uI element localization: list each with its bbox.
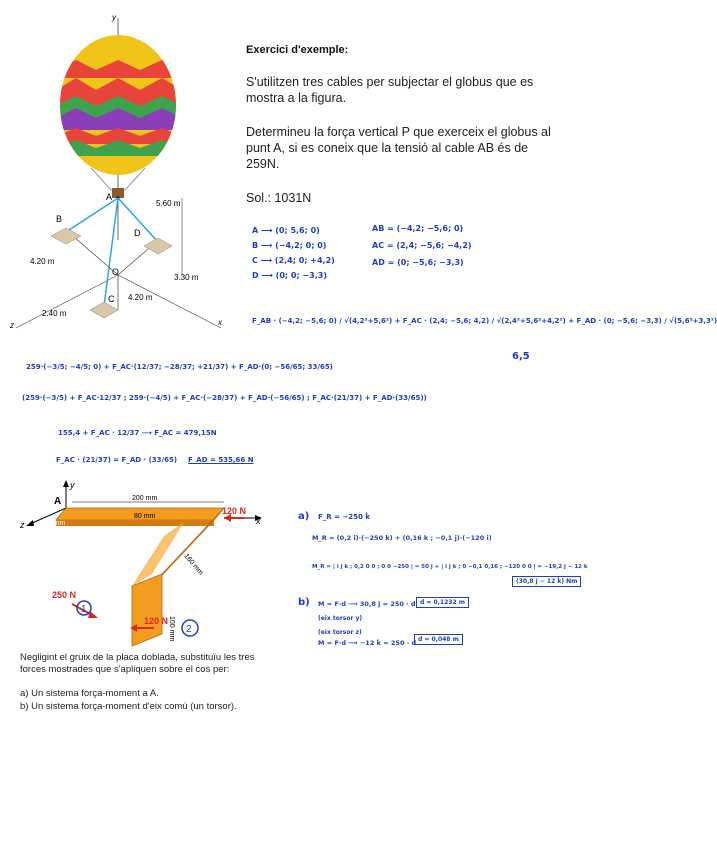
- anchor-d: [144, 238, 172, 254]
- hw2-b-box1: d = 0,1232 m: [416, 597, 469, 608]
- dim-160: 160 mm: [182, 552, 205, 577]
- hw2-a-line2: M_R = (0,2 i)·(−250 k) + (0,16 k ; −0,1 j)·(−120 i): [312, 534, 492, 542]
- anchor-b: [51, 228, 81, 244]
- exercise2-item-a: a) Un sistema força-moment a A.: [20, 688, 159, 699]
- hw2-a-result: (30,8 ĵ − 12 k̂) Nm: [512, 576, 581, 587]
- statement-1: S'utilitzen tres cables per subjectar el globus que es mostra a la figura.: [246, 75, 534, 105]
- hw-vector-ab: AB = (−4,2; −5,6; 0): [372, 224, 464, 233]
- plate-figure: [14, 478, 276, 650]
- point-a-label: A: [106, 192, 113, 202]
- axis-y-label: y: [112, 13, 116, 22]
- dim-3-30: 3.30 m: [174, 273, 199, 282]
- plate-vertical: [132, 574, 162, 646]
- circle-1-label: 1: [81, 604, 87, 615]
- dim-4-20-a: 4.20 m: [30, 257, 55, 266]
- hw-line-4a: F_AC · (21/37) = F_AD · (33/65): [56, 456, 178, 464]
- plate-axis-z: z: [20, 520, 25, 530]
- hw2-b-line1: M = F·d ⟶ 30,8 ĵ = 250 · d: [318, 600, 416, 608]
- hw2-b-line2: (eix torsor y): [318, 615, 363, 622]
- hw-note-65: 6,5: [512, 351, 530, 362]
- dim-100: 100 mm: [168, 616, 175, 642]
- force-250: 250 N: [52, 590, 77, 600]
- axis-z-label: z: [10, 321, 14, 330]
- hw-vector-ac: AC = (2,4; −5,6; −4,2): [372, 241, 472, 250]
- hw-line-2: (259·(−3/5) + F_AC·12/37 ; 259·(−4/5) + F_AC·(−28/37) + F_AD·(−56/65) ; F_AC·(21/37) + F_AD·(33/65)): [22, 394, 427, 402]
- hw-point-c: C ⟶ (2,4; 0; +4,2): [252, 256, 335, 265]
- hw2-b-line4: M = F·d ⟶ −12 k̂ = 250 · d: [318, 639, 417, 647]
- anchor-c: [90, 302, 118, 318]
- dim-200: 200 mm: [132, 495, 158, 502]
- hw-line-4b: F_AD = 535,66 N: [188, 456, 254, 464]
- circle-2-label: 2: [186, 624, 192, 635]
- exercise-title: Exercici d'exemple:: [246, 44, 349, 56]
- hw2-a-label: a): [298, 511, 310, 522]
- hw-point-a: A ⟶ (0; 5,6; 0): [252, 226, 320, 235]
- hw-line-1: 259·(−3/5; −4/5; 0) + F_AC·(12/37; −28/37; +21/37) + F_AD·(0; −56/65; 33/65): [26, 363, 333, 371]
- plate-axis-y: y: [70, 480, 75, 490]
- statement-2: Determineu la força vertical P que exerceix el globus al punt A, si es coneix que la tensió al cable AB és de 259N.: [246, 125, 551, 171]
- balloon-figure: [6, 10, 236, 340]
- hw2-b-label: b): [298, 597, 310, 608]
- exercise2-intro: Negligint el gruix de la placa doblada, substituïu les tres forces mostrades que s'apliquen sobre el cos per:: [20, 652, 255, 675]
- axis-x-label: x: [218, 318, 222, 327]
- plate-axis-x: x: [256, 516, 261, 526]
- hw2-a-line1: F_R = −250 k̂: [318, 513, 370, 521]
- dim-2-40: 2.40 m: [42, 309, 67, 318]
- force-120-bottom: 120 N: [144, 616, 169, 626]
- dim-5-60: 5.60 m: [156, 199, 181, 208]
- hw-point-b: B ⟶ (−4,2; 0; 0): [252, 241, 327, 250]
- hw-vector-ad: AD = (0; −5,6; −3,3): [372, 258, 464, 267]
- force-120-top: 120 N: [222, 506, 247, 516]
- hw-point-d: D ⟶ (0; 0; −3,3): [252, 271, 327, 280]
- plate-point-a: A: [54, 496, 62, 507]
- point-c-label: C: [108, 294, 115, 304]
- hw2-b-box2: d = 0,048 m: [414, 634, 463, 645]
- point-o-label: O: [112, 267, 120, 277]
- solution-text: Sol.: 1031N: [246, 191, 312, 205]
- balloon-pattern: [56, 60, 182, 156]
- point-d-label: D: [134, 228, 141, 238]
- hw2-a-line3: M_R = | i j k ; 0,2 0 0 ; 0 0 −250 | = 50 j + | i j k ; 0 −0,1 0,16 ; −120 0 0 | = −19,2 j − 12 k: [312, 564, 588, 570]
- exercise2-item-b: b) Un sistema força-moment d'eix comú (un torsor).: [20, 701, 237, 712]
- hw-line-3: 155,4 + F_AC · 12/37 ⟶ F_AC = 479,15N: [58, 429, 217, 437]
- hw-equilibrium-eq: F_AB · (−4,2; −5,6; 0) / √(4,2²+5,6²) + F_AC · (2,4; −5,6; 4,2) / √(2,4²+5,6²+4,2²) + F_AD · (0; −5,6; −3,3) / √(5,6²+3,3²): [252, 317, 717, 325]
- hw2-b-line3: (eix torsor z): [318, 629, 362, 636]
- dim-80: 80 mm: [134, 513, 156, 520]
- dim-20: 20 mm: [44, 520, 66, 527]
- point-b-label: B: [56, 214, 63, 224]
- dim-4-20-b: 4.20 m: [128, 293, 153, 302]
